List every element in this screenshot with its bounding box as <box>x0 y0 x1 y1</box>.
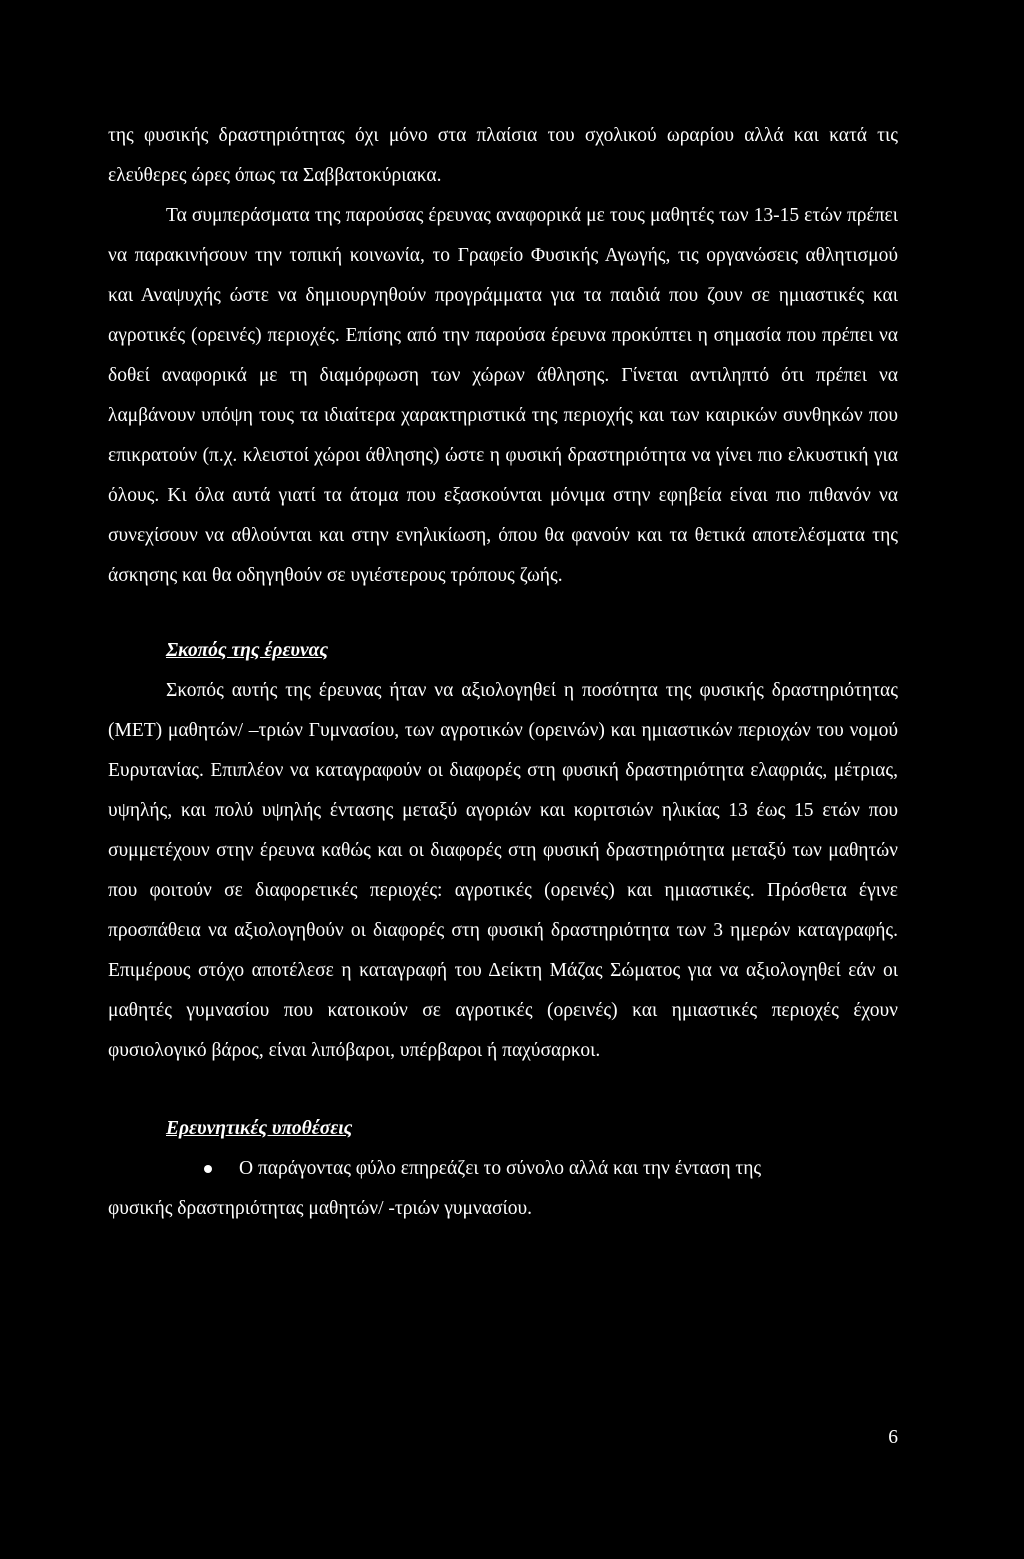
hypothesis-text-start: Ο παράγοντας φύλο επηρεάζει το σύνολο αλλά και την ένταση της <box>239 1158 762 1179</box>
bullet-icon <box>204 1165 212 1173</box>
paragraph-continuation: της φυσικής δραστηριότητας όχι μόνο στα πλαίσια του σχολικού ωραρίου αλλά και κατά τις ελεύθερες ώρες όπως τα Σαββατοκύριακα. <box>108 125 898 186</box>
page-number: 6 <box>888 1427 898 1448</box>
paragraph-research-aim: Σκοπός αυτής της έρευνας ήταν να αξιολογηθεί η ποσότητα της φυσικής δραστηριότητας (ΜΕΤ) μαθητών/ –τριών Γυμνασίου, των αγροτικών (ορεινών) και ημιαστικών περιοχών του νομού Ευρυτανίας. Επιπλέον να καταγραφούν οι διαφορές στη φυσική δραστηριότητα ελαφριάς, μέτριας, υψηλής, και πολύ υψηλής έντασης μεταξύ αγοριών και κοριτσιών ηλικίας 13 έως 15 ετών που συμμετέχουν στην έρευνα καθώς και οι διαφορές στη φυσική δραστηριότητα μεταξύ των μαθητών που φοιτούν σε διαφορετικές περιοχές: αγροτικές (ορεινές) και ημιαστικές. Πρόσθετα έγινε προσπάθεια να αξιολογηθούν οι διαφορές στη φυσική δραστηριότητα των 3 ημερών καταγραφής. Επιμέρους στόχο αποτέλεσε η καταγραφή του Δείκτη Μάζας Σώματος για να αξιολογηθεί εάν οι μαθητές γυμνασίου που κατοικούν σε αγροτικές (ορεινές) και ημιαστικές περιοχές έχουν φυσιολογικό βάρος, είναι λιπόβαροι, υπέρβαροι ή παχύσαρκοι. <box>108 680 898 1061</box>
paragraph-conclusions: Τα συμπεράσματα της παρούσας έρευνας αναφορικά με τους μαθητές των 13-15 ετών πρέπει να παρακινήσουν την τοπική κοινωνία, το Γραφείο Φυσικής Αγωγής, τις οργανώσεις αθλητισμού και Αναψυχής ώστε να δημιουργηθούν προγράμματα για τα παιδιά που ζουν σε ημιαστικές και αγροτικές (ορεινές) περιοχές. Επίσης από την παρούσα έρευνα προκύπτει η σημασία που πρέπει να δοθεί αναφορικά με τη διαμόρφωση των χώρων άθλησης. Γίνεται αντιληπτό ότι πρέπει να λαμβάνουν υπόψη τους τα ιδιαίτερα χαρακτηριστικά της περιοχής και των καιρικών συνθηκών που επικρατούν (π.χ. κλειστοί χώροι άθλησης) ώστε η φυσική δραστηριότητα να γίνει πιο ελκυστική για όλους. Κι όλα αυτά γιατί τα άτομα που εξασκούνται μόνιμα στην εφηβεία είναι πιο πιθανόν να συνεχίσουν να αθλούνται και στην ενηλικίωση, όπου θα φανούν και τα θετικά αποτελέσματα της άσκησης και θα οδηγηθούν σε υγιέστερους τρόπους ζωής. <box>108 205 898 586</box>
spacer <box>108 596 898 631</box>
hypothesis-text-rest: φυσικής δραστηριότητας μαθητών/ -τριών γυμνασίου. <box>108 1198 533 1219</box>
document-page <box>108 116 898 1229</box>
heading-research-hypotheses: Ερευνητικές υποθέσεις <box>166 1118 353 1139</box>
spacer <box>108 1071 898 1109</box>
hypothesis-list-item <box>108 1149 898 1229</box>
hypothesis-first-line <box>108 1149 898 1189</box>
heading-research-aim: Σκοπός της έρευνας <box>166 640 329 661</box>
